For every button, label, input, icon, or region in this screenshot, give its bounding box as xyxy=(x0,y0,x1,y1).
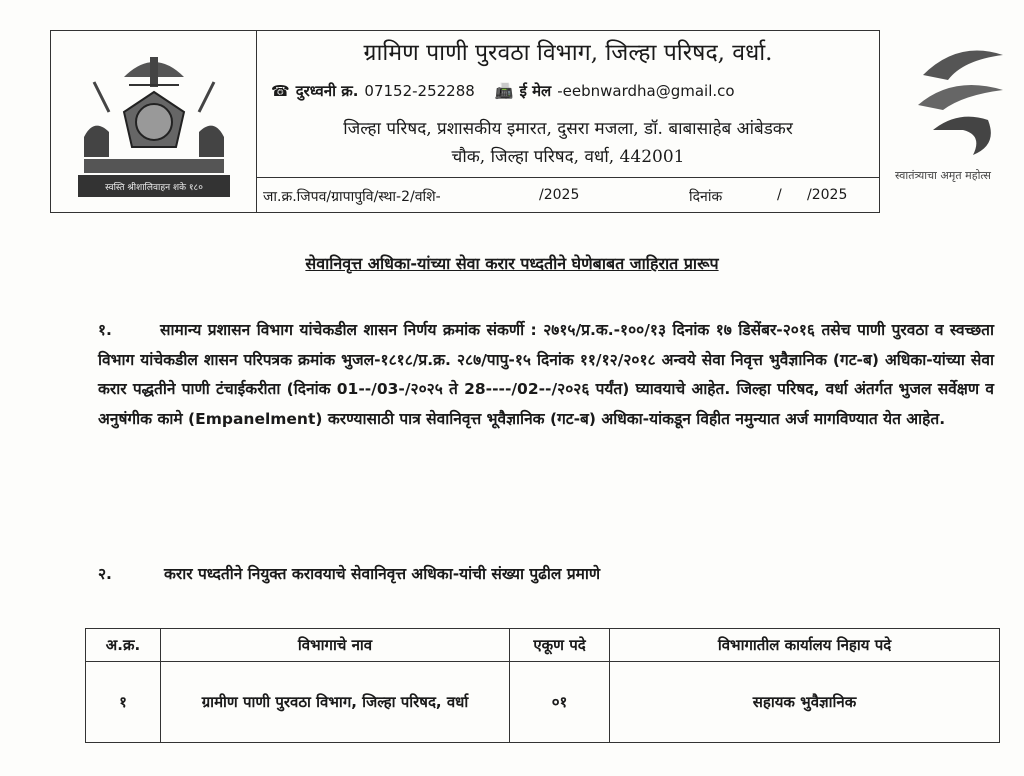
paragraph-2-text: करार पध्दतीने नियुक्त करावयाचे सेवानिवृत्त अधिका-यांची संख्या पुढील प्रमाणे xyxy=(164,565,601,583)
reference-year: /2025 xyxy=(539,187,580,203)
emblem-inscription: स्वस्ति श्रीशालिवाहन शके १८० xyxy=(104,182,203,193)
logo-caption: स्वातंत्र्याचा अमृत महोत्स xyxy=(895,169,991,182)
cell-serial: १ xyxy=(86,662,161,743)
col-department: विभागाचे नाव xyxy=(161,629,510,662)
cell-total-posts: ०१ xyxy=(510,662,610,743)
email-address: -eebnwardha@gmail.co xyxy=(557,82,735,100)
col-office-posts: विभागातील कार्यालय निहाय पदे xyxy=(610,629,1000,662)
amrit-mahotsav-logo xyxy=(885,30,1024,213)
state-emblem xyxy=(51,31,257,212)
posts-table xyxy=(85,628,1000,743)
office-address xyxy=(257,115,879,171)
notice-heading: सेवानिवृत्त अधिका-यांच्या सेवा करार पध्दतीने घेणेबाबत जाहिरात प्रारूप xyxy=(305,254,719,273)
fax-icon: 📠 xyxy=(494,82,514,100)
paragraph-1 xyxy=(98,316,994,434)
state-emblem-icon xyxy=(64,37,244,207)
cell-office-posts: सहायक भुवैज्ञानिक xyxy=(610,662,1000,743)
address-line-2: चौक, जिल्हा परिषद, वर्धा, 442001 xyxy=(451,147,685,167)
table-header-row xyxy=(86,629,1000,662)
phone-number: 07152-252288 xyxy=(364,82,475,100)
col-total-posts: एकूण पदे xyxy=(510,629,610,662)
contact-line xyxy=(271,81,735,101)
phone-icon: ☎ xyxy=(271,82,290,100)
email-label: ई मेल xyxy=(519,82,552,100)
paragraph-1-number: १. xyxy=(98,321,112,339)
reference-line xyxy=(257,177,879,213)
date-year: /2025 xyxy=(807,187,848,203)
address-line-1: जिल्हा परिषद, प्रशासकीय इमारत, दुसरा मजला, डॉ. बाबासाहेब आंबेडकर xyxy=(343,119,793,139)
date-label: दिनांक xyxy=(689,189,723,205)
amrit-mahotsav-icon xyxy=(903,35,1013,165)
paragraph-2 xyxy=(98,562,600,584)
letterhead xyxy=(50,30,880,213)
paragraph-2-number: २. xyxy=(98,565,112,583)
office-title: ग्रामिण पाणी पुरवठा विभाग, जिल्हा परिषद, वर्धा. xyxy=(363,40,773,66)
col-serial: अ.क्र. xyxy=(86,629,161,662)
table-row xyxy=(86,662,1000,743)
date-separator: / xyxy=(777,187,782,203)
reference-number: जा.क्र.जिपव/ग्रापापुवि/स्था-2/वशि- xyxy=(263,189,441,205)
paragraph-1-text: सामान्य प्रशासन विभाग यांचेकडील शासन निर्णय क्रमांक संकर्णी : २७१५/प्र.क.-१००/१३ दिनांक १७ डिसेंबर-२०१६ तसेच पाणी पुरवठा व स्वच्छता विभाग यांचेकडील शासन परिपत्रक क्रमांक भुजल-१८१८/प्र.क्र. २८७/पापु-१५ दिनांक ११/१२/२०१८ अन्वये सेवा निवृत्त भुवैज्ञानिक (गट-ब) अधिका-यांच्या सेवा करार पद्धतीने पाणी टंचाईकरीता (दिनांक 01--/03-/२०२५ ते 28----/02--/२०२६ पर्यंत) घ्यावयाचे आहेत. जिल्हा परिषद, वर्धा अंतर्गत भुजल सर्वेक्षण व अनुषंगीक कामे (Empanelment) करण्यासाठी पात्र सेवानिवृत्त भूवैज्ञानिक (गट-ब) अधिका-यांकडून विहीत नमुन्यात अर्ज मागविण्यात येत आहेत. xyxy=(98,321,994,428)
cell-department: ग्रामीण पाणी पुरवठा विभाग, जिल्हा परिषद, वर्धा xyxy=(161,662,510,743)
phone-label: दुरध्वनी क्र. xyxy=(295,82,359,100)
